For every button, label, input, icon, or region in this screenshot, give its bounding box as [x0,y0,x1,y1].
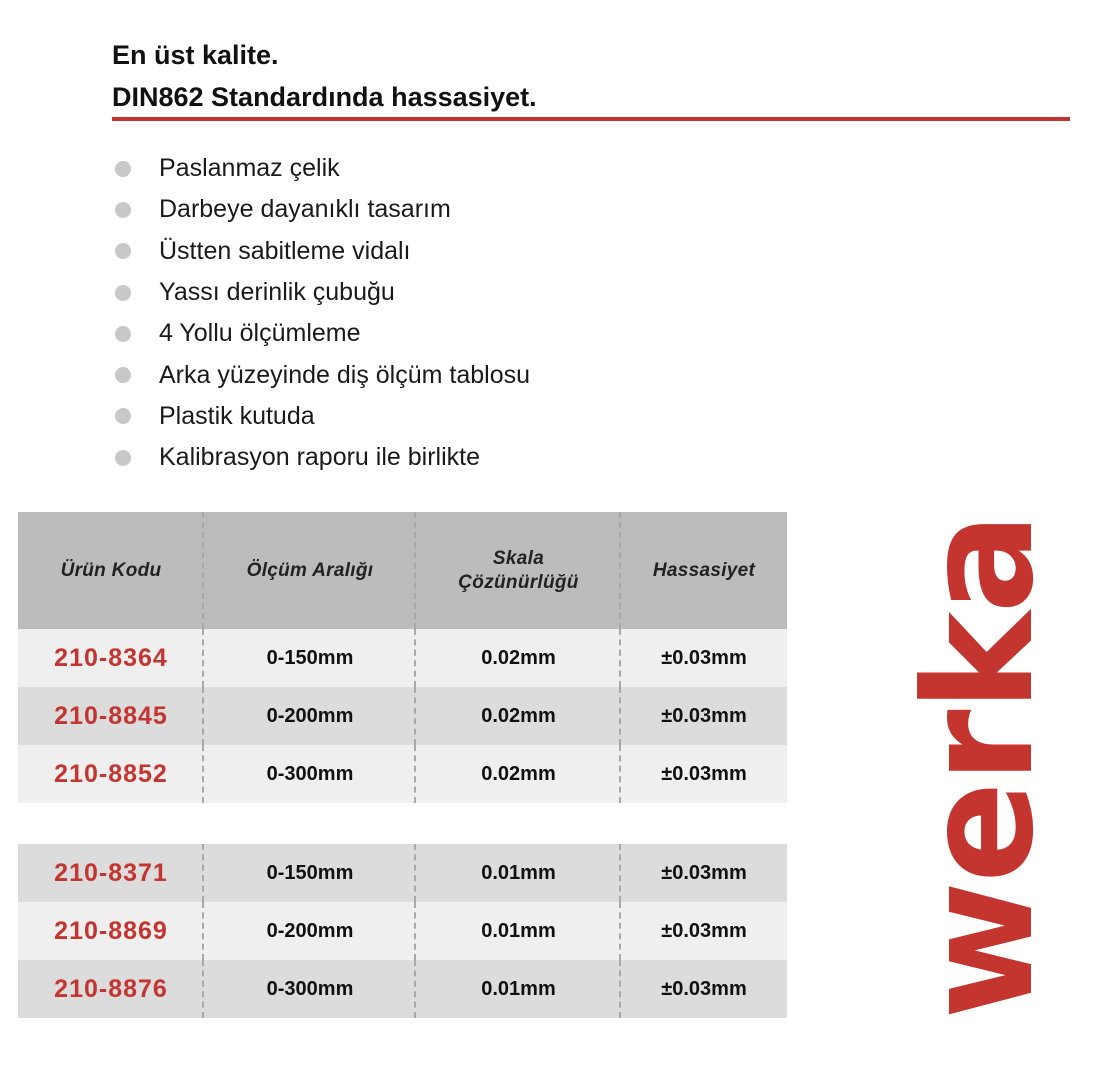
accuracy: ±0.03mm [661,762,747,785]
scale-resolution: 0.01mm [416,960,621,1018]
feature-text: Kalibrasyon raporu ile birlikte [159,443,480,472]
brand-logo-text: werka [893,514,1067,1020]
feature-item [112,189,530,230]
bullet-icon [115,202,131,218]
measuring-range: 0-200mm [204,902,416,960]
feature-item [112,272,530,313]
header-accuracy: Hassasiyet [652,559,756,581]
header-code: Ürün Kodu [18,512,204,629]
feature-text: 4 Yollu ölçümleme [159,319,361,348]
headline-line-1: En üst kalite. [112,40,279,70]
headline-divider [112,117,1070,121]
measuring-range: 0-150mm [204,844,416,902]
bullet-icon [115,285,131,301]
product-code: 210-8845 [18,687,204,745]
measuring-range: 0-300mm [204,960,416,1018]
scale-resolution: 0.02mm [416,745,621,803]
feature-list [112,148,530,478]
product-table-group-1 [18,512,787,803]
scale-resolution: 0.02mm [416,629,621,687]
feature-item [112,354,530,395]
feature-text: Üstten sabitleme vidalı [159,236,411,265]
headline [112,34,537,118]
feature-text: Darbeye dayanıklı tasarım [159,195,451,224]
product-code: 210-8876 [18,960,204,1018]
feature-text: Paslanmaz çelik [159,154,340,183]
measuring-range: 0-200mm [204,687,416,745]
feature-text: Arka yüzeyinde diş ölçüm tablosu [159,360,531,389]
table-row [18,902,787,960]
bullet-icon [115,161,131,177]
measuring-range: 0-150mm [204,629,416,687]
table-header-row [18,512,787,629]
scale-resolution: 0.01mm [416,844,621,902]
measuring-range: 0-300mm [204,745,416,803]
scale-resolution: 0.02mm [416,687,621,745]
feature-item [112,313,530,354]
table-row [18,844,787,902]
accuracy: ±0.03mm [661,861,747,884]
bullet-icon [115,243,131,259]
accuracy: ±0.03mm [661,704,747,727]
headline-line-2: DIN862 Standardında hassasiyet. [112,82,537,112]
feature-item [112,148,530,189]
feature-item [112,437,530,478]
header-range: Ölçüm Aralığı [204,512,416,629]
feature-item [112,231,530,272]
feature-text: Yassı derinlik çubuğu [159,278,395,307]
brand-logo [893,502,1067,1032]
bullet-icon [115,408,131,424]
product-table-group-2 [18,844,787,1018]
accuracy: ±0.03mm [661,919,747,942]
product-code: 210-8869 [18,902,204,960]
header-resolution-line-1: Skala [492,547,545,569]
accuracy: ±0.03mm [661,646,747,669]
header-resolution-line-2: Çözünürlüğü [458,571,579,593]
feature-item [112,396,530,437]
bullet-icon [115,326,131,342]
table-row [18,629,787,687]
header-resolution [416,512,621,629]
product-code: 210-8364 [18,629,204,687]
scale-resolution: 0.01mm [416,902,621,960]
table-row [18,960,787,1018]
product-code: 210-8371 [18,844,204,902]
accuracy: ±0.03mm [661,977,747,1000]
feature-text: Plastik kutuda [159,401,315,430]
table-row [18,745,787,803]
product-code: 210-8852 [18,745,204,803]
bullet-icon [115,450,131,466]
table-row [18,687,787,745]
bullet-icon [115,367,131,383]
